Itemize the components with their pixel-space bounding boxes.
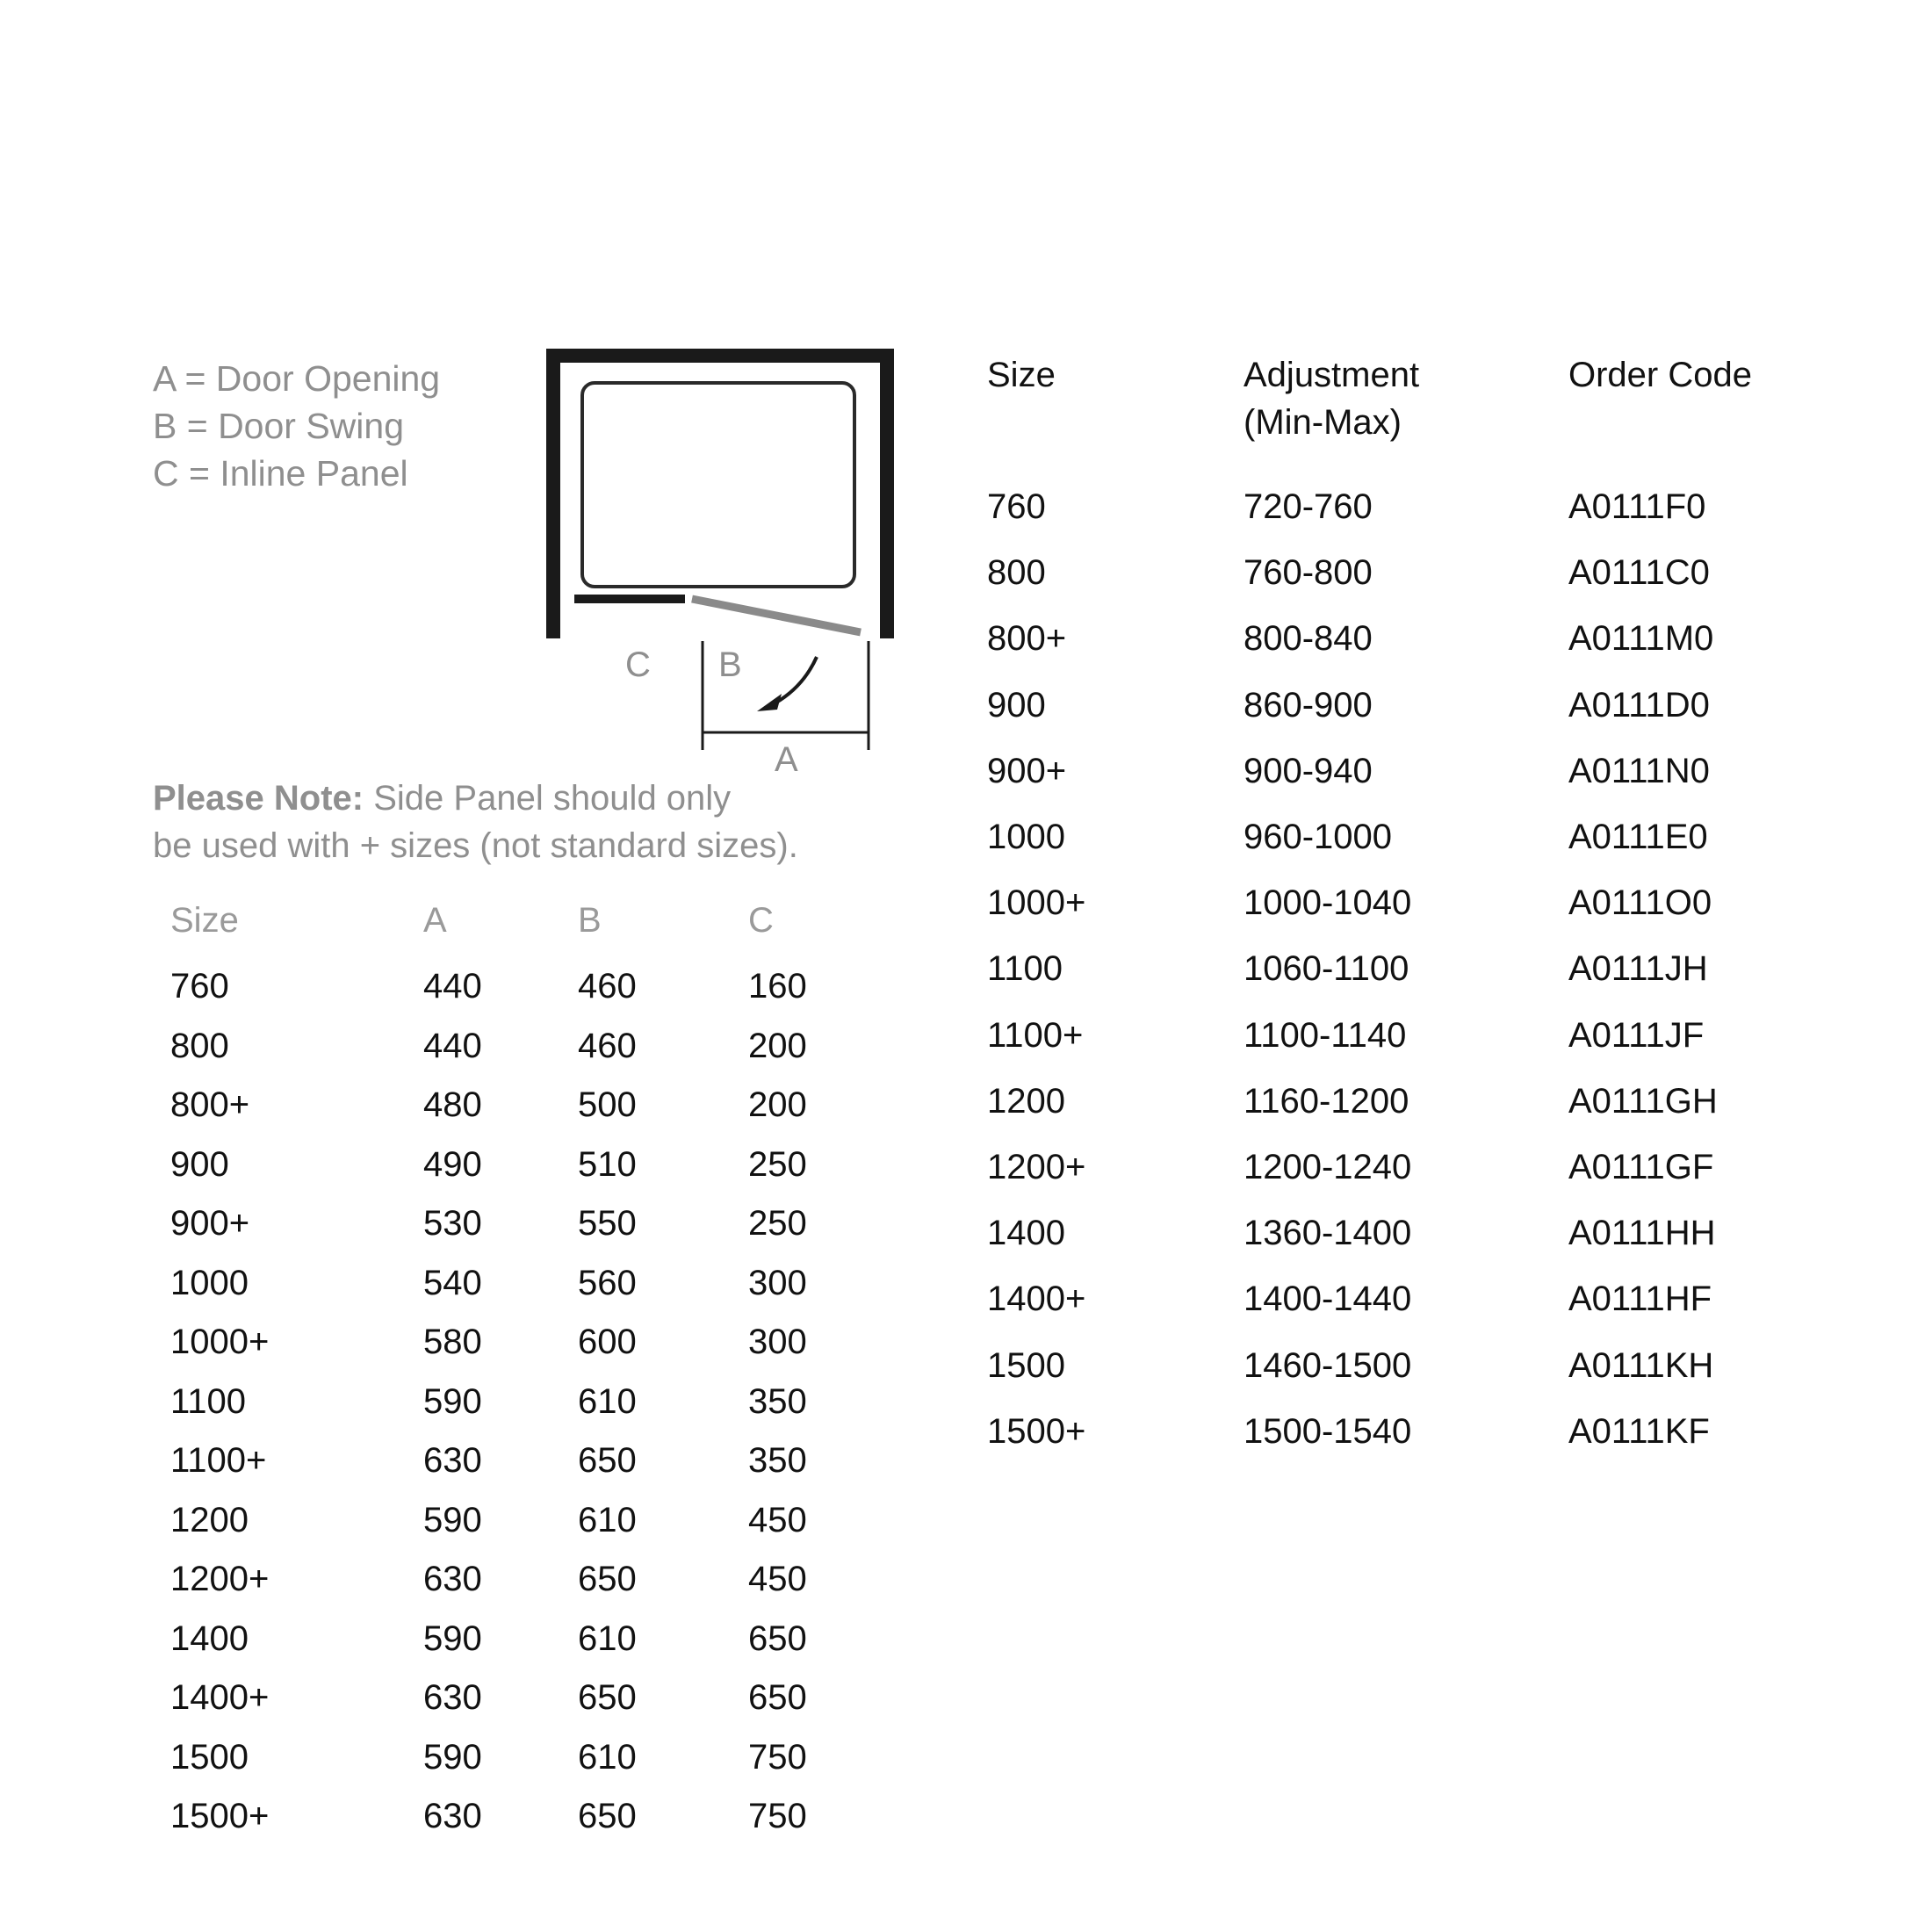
adjustment-cell: 1100-1140 [1244,1015,1407,1055]
door-swing-cell: 500 [578,1085,637,1125]
dimensions-row [170,1669,845,1728]
order-row [987,804,1832,870]
adjustment-cell: 860-900 [1244,685,1373,724]
side-panel-note [153,775,820,869]
size-cell: 900 [987,685,1046,724]
order-code-cell: A0111GH [1568,1081,1718,1121]
size-cell: 1200 [987,1081,1065,1121]
size-cell: 800 [987,553,1046,593]
inline-panel-cell: 650 [748,1678,807,1718]
door-leaf [692,599,861,632]
dimensions-row [170,1313,845,1373]
order-code-cell: A0111KH [1568,1345,1714,1385]
size-cell: 1500+ [987,1411,1086,1451]
adjustment-cell: 1400-1440 [1244,1280,1412,1319]
dimensions-row [170,1431,845,1491]
order-row [987,1135,1832,1200]
order-row [987,1069,1832,1135]
inline-panel-cell: 250 [748,1144,807,1184]
dimensions-header-b: B [578,900,602,940]
door-swing-cell: 460 [578,967,637,1006]
size-cell: 1400 [170,1618,249,1658]
door-swing-cell: 650 [578,1441,637,1481]
order-code-cell: A0111HH [1568,1214,1716,1253]
dimensions-row [170,1135,845,1195]
door-opening-cell: 480 [423,1085,482,1125]
door-opening-cell: 590 [423,1500,482,1539]
door-opening-cell: 590 [423,1618,482,1658]
order-row [987,673,1832,739]
adjustment-cell: 1360-1400 [1244,1214,1412,1253]
size-cell: 1100+ [987,1015,1084,1055]
order-row [987,1332,1832,1398]
order-row [987,1266,1832,1332]
dimensions-row [170,945,845,1017]
dimensions-row [170,1194,845,1254]
door-opening-cell: 530 [423,1204,482,1244]
door-swing-cell: 550 [578,1204,637,1244]
dimensions-row [170,1610,845,1669]
door-opening-cell: 630 [423,1560,482,1599]
size-cell: 1200 [170,1500,249,1539]
size-cell: 1200+ [987,1147,1086,1186]
diagram-label-c: C [625,645,651,684]
door-opening-cell: 630 [423,1678,482,1718]
order-code-cell: A0111O0 [1568,883,1712,923]
dimensions-row [170,1017,845,1077]
order-code-table [987,351,1832,1465]
inline-panel-cell: 200 [748,1026,807,1065]
order-row [987,606,1832,672]
size-cell: 760 [170,967,229,1006]
size-cell: 1200+ [170,1560,270,1599]
order-row [987,540,1832,606]
door-opening-cell: 630 [423,1441,482,1481]
inline-panel-cell: 300 [748,1323,807,1362]
size-cell: 1100 [987,949,1063,989]
adjustment-cell: 900-940 [1244,751,1373,790]
shower-door-diagram [527,342,913,799]
dimensions-header-row [170,896,845,945]
dimensions-row [170,1550,845,1610]
adjustment-cell: 1200-1240 [1244,1147,1412,1186]
dimensions-row [170,1491,845,1551]
adjustment-cell: 800-840 [1244,619,1373,659]
order-header-row [987,351,1832,474]
inline-panel-cell: 650 [748,1618,807,1658]
swing-arrowhead-icon [757,694,782,711]
order-header-adjustment-line1: Adjustment [1244,356,1420,394]
size-cell: 1000+ [987,883,1086,923]
legend-door-opening: A = Door Opening [153,358,441,399]
door-swing-cell: 610 [578,1500,637,1539]
door-opening-cell: 440 [423,967,482,1006]
order-code-cell: A0111HF [1568,1280,1712,1319]
dimensions-table [170,896,845,1847]
size-cell: 1500 [987,1345,1065,1385]
size-cell: 1500 [170,1737,249,1777]
door-opening-cell: 540 [423,1263,482,1302]
order-code-cell: A0111JH [1568,949,1708,989]
order-row [987,870,1832,936]
order-code-cell: A0111E0 [1568,818,1708,857]
door-swing-cell: 650 [578,1797,637,1836]
dimensions-header-size: Size [170,900,239,940]
note-text-line1: Side Panel should only [364,779,732,818]
dimensions-row [170,1076,845,1135]
order-header-order-code: Order Code [1568,356,1752,394]
size-cell: 800 [170,1026,229,1065]
door-swing-cell: 560 [578,1263,637,1302]
diagram-svg [527,342,913,799]
size-cell: 900+ [987,751,1067,790]
dimensions-row [170,1373,845,1432]
inline-panel-cell: 350 [748,1381,807,1421]
size-cell: 1100+ [170,1441,267,1481]
order-row [987,1003,1832,1069]
adjustment-cell: 1060-1100 [1244,949,1409,989]
order-row [987,739,1832,804]
dimensions-header-a: A [423,900,447,940]
order-code-cell: A0111GF [1568,1147,1714,1186]
order-code-cell: A0111KF [1568,1411,1710,1451]
door-opening-cell: 580 [423,1323,482,1362]
size-cell: 760 [987,487,1046,527]
order-header-size: Size [987,356,1056,394]
inline-panel-cell: 750 [748,1737,807,1777]
legend [153,355,440,497]
order-code-cell: A0111JF [1568,1015,1705,1055]
order-code-cell: A0111D0 [1568,685,1710,724]
inline-panel-cell: 750 [748,1797,807,1836]
shower-tray [582,383,854,587]
size-cell: 1000 [170,1263,249,1302]
size-cell: 900 [170,1144,229,1184]
order-row [987,1200,1832,1266]
order-code-cell: A0111N0 [1568,751,1710,790]
dimensions-row [170,1254,845,1314]
size-cell: 1400+ [987,1280,1086,1319]
adjustment-cell: 1000-1040 [1244,883,1412,923]
diagram-label-b: B [718,645,742,684]
dimensions-row [170,1787,845,1847]
adjustment-cell: 1160-1200 [1244,1081,1409,1121]
order-header-adjustment [1244,351,1568,474]
dimensions-table-body [170,945,845,1847]
inline-panel-cell: 300 [748,1263,807,1302]
inline-panel-cell: 160 [748,967,807,1006]
size-cell: 1400 [987,1214,1065,1253]
door-opening-cell: 490 [423,1144,482,1184]
door-swing-cell: 610 [578,1618,637,1658]
door-swing-cell: 510 [578,1144,637,1184]
door-swing-cell: 650 [578,1560,637,1599]
legend-door-swing: B = Door Swing [153,406,404,446]
legend-inline-panel: C = Inline Panel [153,453,408,494]
note-label: Please Note: [153,779,364,818]
size-cell: 1500+ [170,1797,270,1836]
inline-panel-cell: 350 [748,1441,807,1481]
door-opening-cell: 590 [423,1381,482,1421]
door-swing-cell: 650 [578,1678,637,1718]
dimensions-row [170,1728,845,1788]
door-swing-cell: 600 [578,1323,637,1362]
size-cell: 900+ [170,1204,250,1244]
adjustment-cell: 1460-1500 [1244,1345,1412,1385]
order-code-cell: A0111C0 [1568,553,1710,593]
order-row [987,936,1832,1002]
inline-panel-cell: 250 [748,1204,807,1244]
size-cell: 800+ [987,619,1067,659]
door-opening-cell: 590 [423,1737,482,1777]
size-cell: 1400+ [170,1678,270,1718]
inline-panel-cell: 450 [748,1560,807,1599]
order-table-body [987,474,1832,1465]
dimensions-header-c: C [748,900,774,940]
adjustment-cell: 760-800 [1244,553,1373,593]
order-row [987,474,1832,540]
adjustment-cell: 1500-1540 [1244,1411,1412,1451]
door-opening-cell: 630 [423,1797,482,1836]
size-cell: 1000+ [170,1323,270,1362]
door-swing-cell: 460 [578,1026,637,1065]
order-row [987,1399,1832,1465]
door-opening-cell: 440 [423,1026,482,1065]
size-cell: 1000 [987,818,1065,857]
adjustment-cell: 720-760 [1244,487,1373,527]
inline-panel-cell: 450 [748,1500,807,1539]
order-header-adjustment-line2: (Min-Max) [1244,403,1402,442]
order-code-cell: A0111M0 [1568,619,1714,659]
adjustment-cell: 960-1000 [1244,818,1393,857]
order-code-cell: A0111F0 [1568,487,1706,527]
size-cell: 1100 [170,1381,247,1421]
inline-panel-cell: 200 [748,1085,807,1125]
note-text-line2: be used with + sizes (not standard sizes). [153,826,798,865]
diagram-label-a: A [775,740,798,779]
door-swing-cell: 610 [578,1381,637,1421]
door-swing-cell: 610 [578,1737,637,1777]
size-cell: 800+ [170,1085,250,1125]
